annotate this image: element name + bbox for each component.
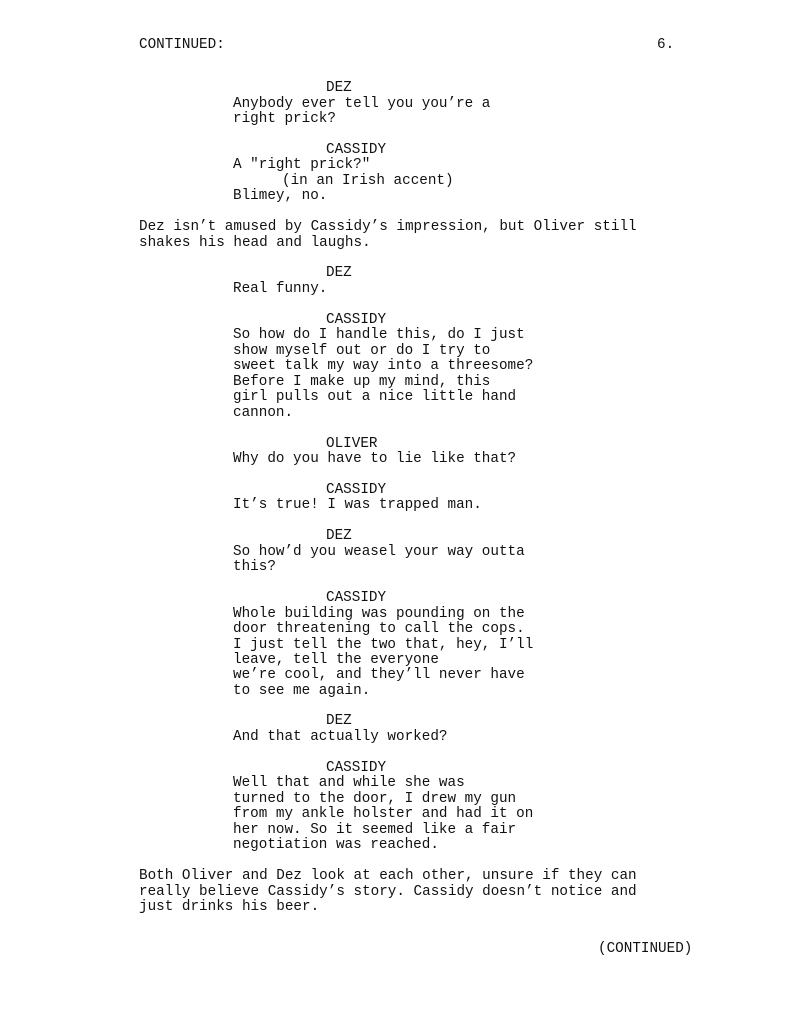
dialogue-line: girl pulls out a nice little hand	[233, 389, 517, 405]
character-name: CASSIDY	[326, 760, 387, 776]
character-name: CASSIDY	[326, 482, 387, 498]
page-number: 6.	[657, 37, 675, 53]
dialogue-line: I just tell the two that, hey, I’ll	[233, 637, 534, 653]
action-line: shakes his head and laughs.	[139, 235, 371, 251]
dialogue-line: negotiation was reached.	[233, 837, 439, 853]
character-name: DEZ	[326, 265, 352, 281]
dialogue-line: show myself out or do I try to	[233, 343, 491, 359]
dialogue-line: door threatening to call the cops.	[233, 621, 525, 637]
action-line: just drinks his beer.	[139, 899, 320, 915]
dialogue-line: right prick?	[233, 111, 336, 127]
dialogue-line: we’re cool, and they’ll never have	[233, 667, 525, 683]
character-name: OLIVER	[326, 436, 378, 452]
dialogue-line: from my ankle holster and had it on	[233, 806, 534, 822]
dialogue-line: So how do I handle this, do I just	[233, 327, 525, 343]
dialogue-line: turned to the door, I drew my gun	[233, 791, 517, 807]
footer-continued: (CONTINUED)	[598, 941, 693, 957]
header-continued: CONTINUED:	[139, 37, 225, 53]
dialogue-line: Whole building was pounding on the	[233, 606, 525, 622]
dialogue-line: Why do you have to lie like that?	[233, 451, 517, 467]
dialogue-line: So how’d you weasel your way outta	[233, 544, 525, 560]
dialogue-line: Real funny.	[233, 281, 328, 297]
dialogue-line: this?	[233, 559, 276, 575]
character-name: CASSIDY	[326, 590, 387, 606]
character-name: DEZ	[326, 528, 352, 544]
action-line: Both Oliver and Dez look at each other, unsure if they can	[139, 868, 637, 884]
dialogue-line: cannon.	[233, 405, 294, 421]
dialogue-line: leave, tell the everyone	[233, 652, 439, 668]
character-name: CASSIDY	[326, 312, 387, 328]
action-line: Dez isn’t amused by Cassidy’s impression, but Oliver still	[139, 219, 637, 235]
dialogue-line: Blimey, no.	[233, 188, 328, 204]
dialogue-line: Before I make up my mind, this	[233, 374, 491, 390]
character-name: DEZ	[326, 713, 352, 729]
dialogue-line: Anybody ever tell you you’re a	[233, 96, 491, 112]
dialogue-line: her now. So it seemed like a fair	[233, 822, 517, 838]
character-name: CASSIDY	[326, 142, 387, 158]
dialogue-line: A "right prick?"	[233, 157, 371, 173]
dialogue-line: It’s true! I was trapped man.	[233, 497, 482, 513]
dialogue-line: And that actually worked?	[233, 729, 448, 745]
parenthetical: (in an Irish accent)	[282, 173, 454, 189]
dialogue-line: to see me again.	[233, 683, 371, 699]
action-line: really believe Cassidy’s story. Cassidy doesn’t notice and	[139, 884, 637, 900]
dialogue-line: sweet talk my way into a threesome?	[233, 358, 534, 374]
character-name: DEZ	[326, 80, 352, 96]
dialogue-line: Well that and while she was	[233, 775, 465, 791]
